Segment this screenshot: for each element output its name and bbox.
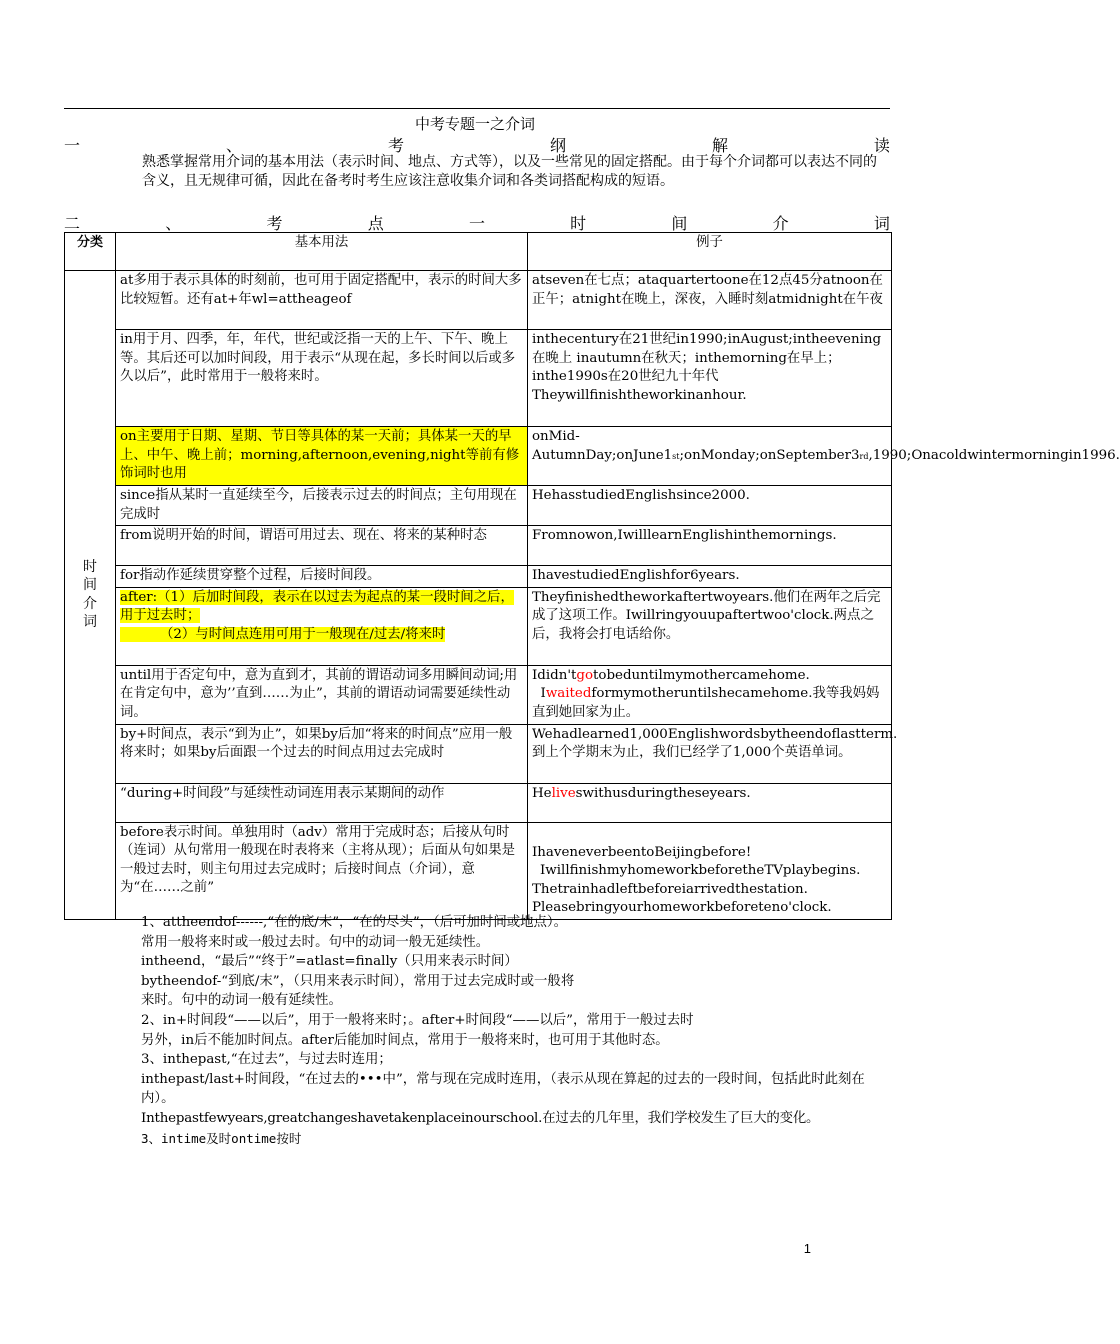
example-line: IhaveneverbeentoBeijingbefore!	[532, 844, 752, 860]
table-row	[65, 724, 892, 783]
example-cell: Theyfinishedtheworkaftertwoyears.他们在两年之后完成了这项工作。Iwillringyouupaftertwoo'clock.两点之后，我将会打电话给你。	[528, 587, 892, 665]
note-line: 另外，in后不能加时间点。after后能加时间点，常用于一般将来时，也可用于其他时态。	[141, 1032, 669, 1048]
notes-section	[141, 913, 896, 1148]
example-verb-red: waited	[545, 686, 592, 701]
example-line: Pleasebringyourhomeworkbeforeteno'clock.	[532, 900, 832, 915]
note-line: 3、inthepast,“在过去”，与过去时连用；	[141, 1052, 392, 1068]
heading-char: 读	[873, 136, 890, 155]
heading-char: 词	[873, 214, 890, 233]
example-cell: inthecentury在21世纪in1990;inAugust;intheevening在晚上 inautumn在秋天；inthemorning在早上；inthe1990s在20世纪九十年代Theywillfinishtheworkinanhour.	[528, 330, 892, 427]
example-text: onMid-AutumnDay;onJune1	[532, 429, 673, 463]
header-usage: 基本用法	[116, 233, 528, 271]
heading-char: 一	[468, 214, 485, 233]
usage-cell: for指动作延续贯穿整个过程，后接时间段。	[116, 566, 528, 588]
example-text: Ididn't	[532, 667, 577, 683]
heading-char: 纲	[549, 136, 566, 155]
page-number: 1	[803, 1241, 811, 1256]
example-cell: Fromnowon,IwilllearnEnglishinthemornings.	[528, 526, 892, 566]
note-line: Inthepastfewyears,greatchangeshavetakenplaceinourschool.在过去的几年里，我们学校发生了巨大的变化。	[141, 1110, 820, 1126]
table-row	[65, 330, 892, 427]
example-verb-red: live	[551, 785, 576, 801]
table-header-row	[65, 233, 892, 271]
example-line: Thetrainhadleftbeforeiarrivedthestation.	[532, 881, 808, 897]
table-row	[65, 271, 892, 330]
example-text: swithusduringtheseyears.	[575, 785, 751, 801]
section-2-heading	[64, 211, 890, 234]
table-row	[65, 783, 892, 822]
usage-cell: since指从某时一直延续至今，后接表示过去的时间点；主句用现在完成时	[116, 486, 528, 526]
heading-char: 、	[165, 214, 182, 233]
header-category: 分类	[65, 233, 116, 271]
category-label: 时间介词	[83, 558, 97, 631]
note-line: inthepast/last+时间段，“在过去的•••中”，常与现在完成时连用，（表示从现在算起的过去的一段时间，包括此时此刻在内）。	[141, 1071, 865, 1107]
superscript: st	[672, 451, 680, 461]
example-cell: Wehadlearned1,000Englishwordsbytheendoflastterm.到上个学期末为止，我们已经学了1,000个英语单词。	[528, 724, 892, 783]
note-line: bytheendof-“到底/末”，（只用来表示时间），常用于过去完成时或一般将	[141, 973, 575, 989]
category-cell	[65, 271, 116, 920]
heading-char: 介	[772, 214, 789, 233]
heading-char: 、	[225, 136, 242, 155]
usage-cell	[116, 587, 528, 665]
table-row	[65, 486, 892, 526]
example-cell	[528, 822, 892, 919]
heading-char: 时	[570, 214, 587, 233]
heading-char: 一	[64, 136, 81, 155]
heading-char: 解	[711, 136, 728, 155]
example-cell: IhavestudiedEnglishfor6years.	[528, 566, 892, 588]
note-line: 常用一般将来时或一般过去时。句中的动词一般无延续性。	[141, 934, 490, 950]
heading-char: 间	[671, 214, 688, 233]
example-verb-red: go	[576, 667, 594, 683]
example-text: tobeduntilmymothercamehome.	[593, 667, 810, 683]
heading-char: 考	[387, 136, 404, 155]
usage-cell: “during+时间段”与延续性动词连用表示某期间的动作	[116, 783, 528, 822]
example-cell	[528, 783, 892, 822]
usage-cell: at多用于表示具体的时刻前，也可用于固定搭配中，表示的时间大多比较短暂。还有at+年wl=attheageof	[116, 271, 528, 330]
table-row	[65, 526, 892, 566]
note-line: intheend，“最后”“终于”=atlast=finally（只用来表示时间）	[141, 954, 518, 970]
usage-text-highlighted: after:（1）后加时间段，表示在以过去为起点的某一段时间之后，用于过去时；	[120, 589, 514, 623]
example-cell: HehasstudiedEnglishsince2000.	[528, 486, 892, 526]
example-text: ,1990;Onacoldwintermorningin1996.	[868, 447, 1120, 463]
superscript: rd	[859, 451, 869, 461]
table-row	[65, 566, 892, 588]
usage-cell: until用于否定句中，意为直到才，其前的谓语动词多用瞬间动词;用在肯定句中，意为’’直到……为止”，其前的谓语动词需要延续性动词。	[116, 665, 528, 724]
example-text: ;onMonday;onSeptember3	[679, 447, 860, 463]
heading-char: 二	[64, 214, 81, 233]
table-row	[65, 665, 892, 724]
example-line: IwillfinishmyhomeworkbeforetheTVplaybegins.	[540, 863, 861, 878]
note-line: 2、in+时间段“——以后”，用于一般将来时；。after+时间段“——以后”，常用于一般过去时	[141, 1012, 694, 1028]
usage-cell: in用于月、四季，年，年代，世纪或泛指一天的上午、下午、晚上等。其后还可以加时间段，用于表示“从现在起，多长时间以后或多久以后”，此时常用于一般将来时。	[116, 330, 528, 427]
usage-cell: by+时间点，表示“到为止”，如果by后加“将来的时间点”应用一般将来时；如果by后面跟一个过去的时间点用过去完成时	[116, 724, 528, 783]
heading-char: 考	[266, 214, 283, 233]
example-cell: atseven在七点；ataquartertoone在12点45分atnoon在正午；atnight在晚上，深夜，入睡时刻atmidnight在午夜	[528, 271, 892, 330]
note-line: 3、intime及时ontime按时	[141, 1130, 302, 1146]
page-title: 中考专题一之介词	[414, 115, 535, 133]
table-row	[65, 822, 892, 919]
table-row	[65, 587, 892, 665]
heading-char: 点	[367, 214, 384, 233]
table-row	[65, 427, 892, 486]
example-text: He	[532, 785, 552, 801]
example-text: formymotheruntilshecamehome.我等我妈妈直到她回家为止。	[532, 686, 880, 720]
top-rule	[64, 108, 890, 109]
example-cell	[528, 665, 892, 724]
intro-paragraph: 熟悉掌握常用介词的基本用法（表示时间、地点、方式等），以及一些常见的固定搭配。由于每个介词都可以表达不同的含义，且无规律可循，因此在备考时考生应该注意收集介词和各类词搭配构成的短语。	[142, 154, 877, 189]
header-examples: 例子	[528, 233, 892, 271]
usage-cell: from说明开始的时间，谓语可用过去、现在、将来的某种时态	[116, 526, 528, 566]
example-text: I	[540, 686, 546, 701]
usage-text-highlighted: （2）与时间点连用可用于一般现在/过去/将来时	[120, 627, 445, 642]
example-cell	[528, 427, 1120, 486]
usage-cell: before表示时间。单独用时（adv）常用于完成时态；后接从句时（连词）从句常用一般现在时表将来（主将从现）；后面从句如果是一般过去时，则主句用过去完成时；后接时间点（介词），意为“在……之前”	[116, 822, 528, 919]
preposition-table	[64, 232, 1120, 920]
usage-cell-highlighted: on主要用于日期、星期、节日等具体的某一天前；具体某一天的早上、中午、晚上前；morning,afternoon,evening,night等前有修饰词时也用	[116, 427, 528, 486]
note-line: 来时。句中的动词一般有延续性。	[141, 993, 342, 1009]
note-line: 1、attheendof------,“在的底/末”，“在的尽头”，（后可加时间或地点）。	[141, 915, 567, 930]
